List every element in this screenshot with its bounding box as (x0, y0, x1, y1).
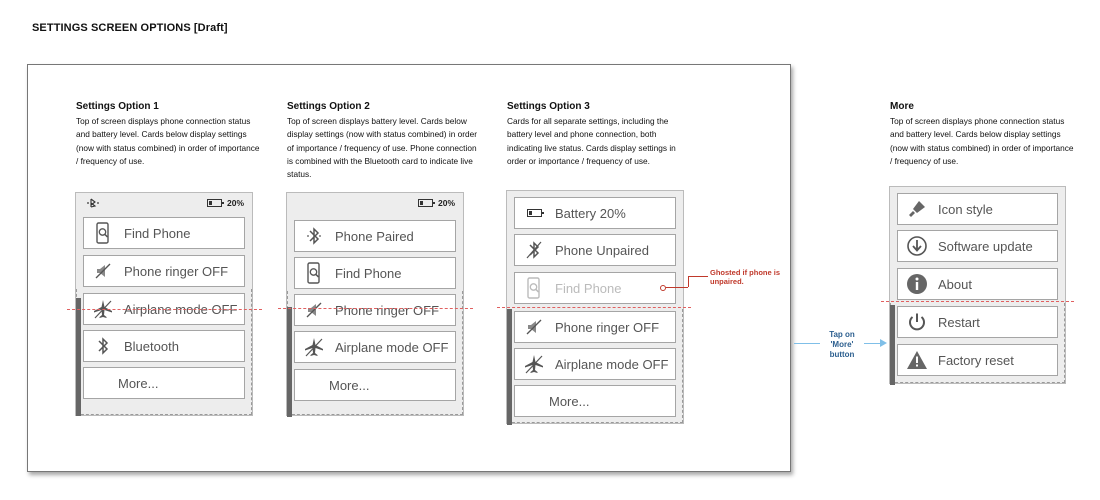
annotation-marker (660, 285, 666, 291)
annotation-line (688, 276, 689, 287)
card-label: Phone Paired (335, 228, 414, 244)
card-software-update[interactable] (897, 230, 1058, 262)
find-phone-icon (521, 277, 547, 299)
card-label: Find Phone (335, 265, 402, 281)
card-label: Find Phone (555, 280, 622, 296)
card-phone-ringer[interactable] (294, 294, 456, 326)
card-find-phone[interactable] (83, 217, 245, 249)
card-more[interactable] (514, 385, 676, 417)
card-label: Restart (938, 314, 980, 330)
bluetooth-icon (90, 336, 116, 356)
card-label: Airplane mode OFF (124, 301, 238, 317)
bluetooth-paired-icon (301, 226, 327, 246)
card-factory-reset[interactable] (897, 344, 1058, 376)
card-label: Phone ringer OFF (124, 263, 229, 279)
option-1-phone (75, 192, 253, 416)
warning-icon (904, 350, 930, 370)
more-title: More (890, 101, 914, 112)
card-bluetooth[interactable] (83, 330, 245, 362)
option-2-title: Settings Option 2 (287, 101, 370, 112)
fold-line (278, 308, 473, 309)
card-battery[interactable] (514, 197, 676, 229)
option-3-description: Cards for all separate settings, including the battery level and phone connection, both indicating live status. Cards display settings in order or importance / frequency of use. (507, 116, 676, 166)
card-label: Airplane mode OFF (335, 339, 449, 355)
bluetooth-searching-icon (86, 197, 100, 209)
card-label: Phone ringer OFF (335, 302, 440, 318)
card-airplane-mode[interactable] (514, 348, 676, 380)
card-more[interactable] (294, 369, 456, 401)
card-label: Phone Unpaired (555, 242, 649, 258)
ringer-off-icon (90, 261, 116, 281)
card-label: Phone ringer OFF (555, 319, 660, 335)
airplane-off-icon (301, 336, 327, 358)
card-label: Factory reset (938, 352, 1014, 368)
option-2-description: Top of screen displays battery level. Cards below display settings (now with status combined) in order of importance / frequency of use. Phone connection is combined with the Bluetooth card to indicate live status. (287, 116, 477, 180)
status-bar (287, 193, 463, 213)
card-airplane-mode[interactable] (294, 331, 456, 363)
ghosted-annotation: Ghosted if phone is unpaired. (710, 268, 781, 286)
fold-line (497, 307, 691, 308)
battery-icon (418, 199, 433, 207)
more-phone (889, 186, 1066, 384)
option-1-description: Top of screen displays phone connection status and battery level. Cards below display settings (now with status combined) in order of importance / frequency of use. (76, 116, 260, 166)
card-phone-ringer[interactable] (83, 255, 245, 287)
card-label: Software update (938, 238, 1033, 254)
card-label: About (938, 276, 972, 292)
page-title: SETTINGS SCREEN OPTIONS [Draft] (32, 22, 228, 34)
card-label: More... (118, 375, 159, 391)
transition-arrow-line (794, 343, 820, 344)
battery-level: 20% (226, 198, 244, 208)
card-label: Bluetooth (124, 338, 179, 354)
battery-icon (207, 199, 222, 207)
option-2-phone (286, 192, 464, 416)
card-label: More... (329, 377, 370, 393)
fold-line (881, 301, 1074, 302)
more-description: Top of screen displays phone connection status and battery level. Cards below display settings (now with status combined) in order of importance / frequency of use. (890, 116, 1074, 166)
card-label: Airplane mode OFF (555, 356, 669, 372)
card-find-phone[interactable] (294, 257, 456, 289)
card-about[interactable] (897, 268, 1058, 300)
card-more[interactable] (83, 367, 245, 399)
card-phone-paired[interactable] (294, 220, 456, 252)
card-label: Find Phone (124, 225, 191, 241)
annotation-line (666, 287, 688, 288)
info-icon (904, 273, 930, 295)
battery-icon (521, 209, 547, 217)
power-icon (904, 311, 930, 333)
find-phone-icon (301, 262, 327, 284)
card-restart[interactable] (897, 306, 1058, 338)
airplane-off-icon (521, 353, 547, 375)
option-1-title: Settings Option 1 (76, 101, 159, 112)
find-phone-icon (90, 222, 116, 244)
option-3-title: Settings Option 3 (507, 101, 590, 112)
card-find-phone-ghosted[interactable] (514, 272, 676, 304)
ringer-off-icon (301, 300, 327, 320)
card-phone-unpaired[interactable] (514, 234, 676, 266)
download-icon (904, 235, 930, 257)
paintbrush-icon (904, 199, 930, 219)
battery-level: 20% (437, 198, 455, 208)
transition-arrow-line (864, 343, 880, 344)
ringer-off-icon (521, 317, 547, 337)
bluetooth-unpaired-icon (521, 240, 547, 260)
status-bar (76, 193, 252, 213)
card-label: Icon style (938, 201, 993, 217)
card-label: More... (549, 393, 590, 409)
card-icon-style[interactable] (897, 193, 1058, 225)
fold-line (67, 309, 262, 310)
card-phone-ringer[interactable] (514, 311, 676, 343)
card-label: Battery 20% (555, 205, 626, 221)
transition-label: Tap on 'More' button (829, 330, 855, 359)
transition-arrow-head (880, 339, 887, 347)
annotation-line (688, 276, 708, 277)
